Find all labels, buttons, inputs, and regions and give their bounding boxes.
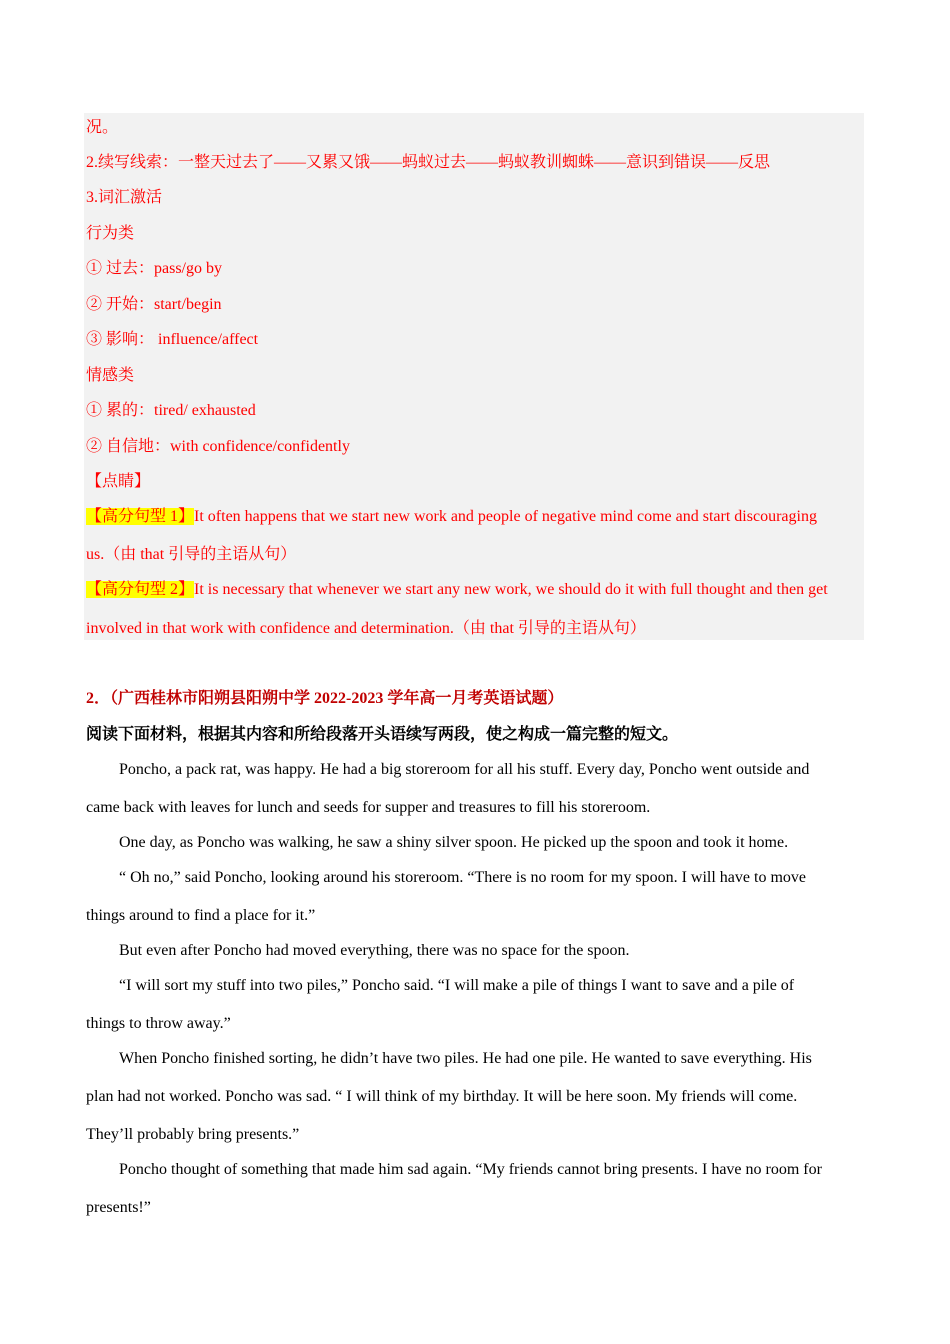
- sentence-pattern-tag: 【高分句型 2】: [86, 581, 195, 598]
- sentence-pattern-tag: 【高分句型 1】: [86, 508, 195, 525]
- vocab-category-action: 行为类: [86, 225, 135, 242]
- passage-line: When Poncho finished sorting, he didn’t have two piles. He had one pile. He wanted to save everything. His: [119, 1050, 812, 1067]
- passage-line: They’ll probably bring presents.”: [86, 1126, 300, 1143]
- vocab-category-emotion: 情感类: [86, 367, 135, 384]
- sentence-pattern-1: [86, 507, 864, 527]
- sentence-pattern-2: [86, 580, 864, 600]
- passage-line: presents!”: [86, 1199, 151, 1216]
- passage-line: Poncho, a pack rat, was happy. He had a big storeroom for all his stuff. Every day, Poncho went outside and: [119, 761, 810, 778]
- vocab-heading: 3.词汇激活: [86, 189, 163, 206]
- vocab-item: ② 开始：start/begin: [86, 296, 222, 313]
- question-instruction: 阅读下面材料，根据其内容和所给段落开头语续写两段，使之构成一篇完整的短文。: [86, 726, 679, 743]
- vocab-item: ① 累的：tired/ exhausted: [86, 402, 256, 419]
- passage-line: things to throw away.”: [86, 1015, 231, 1032]
- passage-line: things around to find a place for it.”: [86, 907, 316, 924]
- question-number: 2．: [86, 690, 111, 707]
- question-source: （广西桂林市阳朔县阳朔中学 2022-2023 学年高一月考英语试题）: [110, 690, 564, 707]
- vocab-item: ③ 影响： influence/affect: [86, 331, 259, 348]
- sentence-pattern-text: It often happens that we start new work and people of negative mind come and start discouraging: [194, 508, 817, 525]
- passage-line: came back with leaves for lunch and seeds for supper and treasures to fill his storeroom.: [86, 799, 651, 816]
- passage-line: “ Oh no,” said Poncho, looking around his storeroom. “There is no room for my spoon. I will have to move: [119, 869, 806, 886]
- passage-line: Poncho thought of something that made him sad again. “My friends cannot bring presents. I have no room for: [119, 1161, 822, 1178]
- analysis-line: 况。: [86, 119, 119, 136]
- passage-line: “I will sort my stuff into two piles,” Poncho said. “I will make a pile of things I want to save and a pile of: [119, 977, 795, 994]
- question-title: [86, 689, 864, 709]
- passage-line: plan had not worked. Poncho was sad. “ I will think of my birthday. It will be here soon. My friends will come.: [86, 1088, 798, 1105]
- sentence-pattern-text: It is necessary that whenever we start any new work, we should do it with full thought and then get: [194, 581, 828, 598]
- highlight-heading: 【点睛】: [86, 473, 151, 490]
- continuation-clues: 2.续写线索：一整天过去了——又累又饿——蚂蚁过去——蚂蚁教训蜘蛛——意识到错误——反思: [86, 154, 771, 171]
- vocab-item: ① 过去：pass/go by: [86, 260, 223, 277]
- sentence-pattern-2-cont: involved in that work with confidence and determination.（由 that 引导的主语从句）: [86, 620, 646, 637]
- passage-line: One day, as Poncho was walking, he saw a shiny silver spoon. He picked up the spoon and took it home.: [119, 834, 789, 851]
- vocab-item: ② 自信地：with confidence/confidently: [86, 438, 350, 455]
- passage-line: But even after Poncho had moved everything, there was no space for the spoon.: [119, 942, 630, 959]
- sentence-pattern-1-cont: us.（由 that 引导的主语从句）: [86, 546, 297, 563]
